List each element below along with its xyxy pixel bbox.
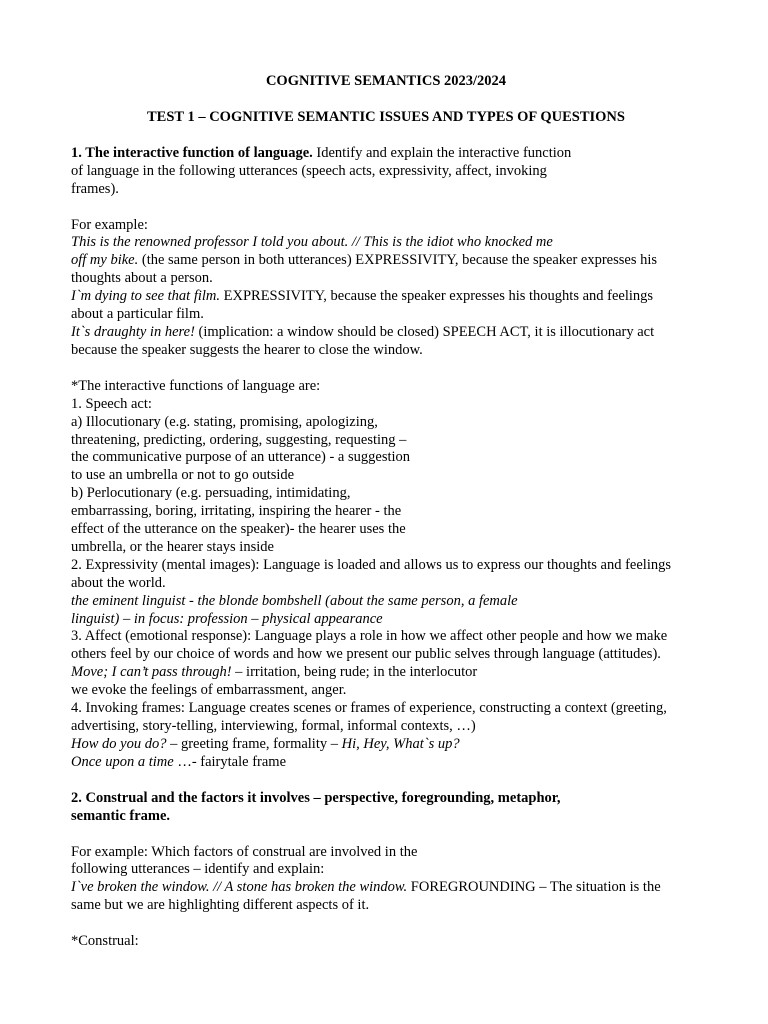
illocutionary-line3: the communicative purpose of an utterance) - a suggestion	[71, 449, 411, 466]
expressivity-example2	[71, 611, 701, 629]
document-page	[71, 73, 701, 951]
test-subtitle: TEST 1 – COGNITIVE SEMANTIC ISSUES AND TYPES OF QUESTIONS	[147, 108, 625, 125]
expressivity-example1	[71, 593, 701, 611]
affect-line4: we evoke the feelings of embarrassment, anger.	[71, 682, 347, 699]
example2-line2: about a particular film.	[71, 306, 204, 323]
section1-intro-line-2: of language in the following utterances (speech acts, expressivity, affect, invoking	[71, 162, 547, 179]
section2-heading-1: 2. Construal and the factors it involves – perspective, foregrounding, metaphor,	[71, 789, 561, 806]
affect-italic: Move; I can’t pass through!	[71, 664, 232, 681]
section2-example-explanation: FOREGROUNDING – The situation is the	[407, 879, 661, 896]
perlocutionary-line4: umbrella, or the hearer stays inside	[71, 538, 274, 555]
fairytale-explanation: …- fairytale frame	[173, 753, 286, 770]
document-title: COGNITIVE SEMANTICS 2023/2024	[265, 73, 507, 89]
affect-explanation: – irritation, being rude; in the interlocutor	[231, 664, 478, 681]
section1-intro-line	[71, 145, 701, 163]
greeting-italic-1: How do you do?	[71, 735, 167, 752]
section2-heading-2: semantic frame.	[71, 807, 171, 824]
illocutionary-line2: threatening, predicting, ordering, suggesting, requesting –	[71, 431, 407, 448]
affect-line2: others feel by our choice of words and how we present our public selves through language (attitudes).	[71, 646, 661, 663]
example3-explanation: (implication: a window should be closed) SPEECH ACT, it is illocutionary act	[194, 323, 655, 340]
expressivity-line2: about the world.	[71, 574, 166, 591]
section2-example-line2: same but we are highlighting different aspects of it.	[71, 897, 370, 914]
perlocutionary-line2: embarrassing, boring, irritating, inspiring the hearer - the	[71, 503, 402, 520]
greeting-explanation: – greeting frame, formality –	[166, 735, 342, 752]
perlocutionary-line1: b) Perlocutionary (e.g. persuading, intimidating,	[71, 485, 351, 502]
greeting-italic-2: Hi, Hey, What`s up?	[341, 735, 460, 752]
section2-intro-line1: For example: Which factors of construal are involved in the	[71, 843, 418, 860]
for-example-label: For example:	[71, 216, 148, 233]
example1-italic-2: off my bike.	[71, 252, 139, 269]
expressivity-italic-1: the eminent linguist - the blonde bombshell (about the same person, a female	[71, 592, 518, 609]
example1-explanation: (the same person in both utterances) EXPRESSIVITY, because the speaker expresses his	[138, 252, 658, 269]
example1-italic-1: This is the renowned professor I told you about. // This is the idiot who knocked me	[71, 234, 553, 251]
example2-explanation: EXPRESSIVITY, because the speaker expresses his thoughts and feelings	[220, 288, 654, 305]
perlocutionary-line3: effect of the utterance on the speaker)- the hearer uses the	[71, 521, 406, 538]
section2-heading-line1	[71, 790, 701, 808]
expressivity-line1: 2. Expressivity (mental images): Language is loaded and allows us to express our thoughts and feelings	[71, 556, 672, 573]
example3-line2: because the speaker suggests the hearer to close the window.	[71, 341, 423, 358]
section1-intro-line-3: frames).	[71, 180, 119, 197]
functions-intro: *The interactive functions of language are:	[71, 377, 321, 394]
example2-line1	[71, 288, 701, 306]
invoking-frames-line2: advertising, story-telling, interviewing, formal, informal contexts, …)	[71, 718, 476, 734]
section1-intro-text: Identify and explain the interactive function	[312, 144, 572, 161]
construal-label: *Construal:	[71, 933, 139, 950]
example3-italic: It`s draughty in here!	[71, 323, 195, 340]
expressivity-italic-2: linguist) – in focus: profession – physical appearance	[71, 610, 383, 627]
example1-line2	[71, 252, 701, 270]
affect-line1: 3. Affect (emotional response): Language plays a role in how we affect other people and how we make	[71, 628, 668, 645]
fairytale-italic: Once upon a time	[71, 753, 174, 770]
example2-italic: I`m dying to see that film.	[71, 288, 221, 305]
section2-example-line1	[71, 879, 701, 897]
example3-line1	[71, 324, 701, 342]
illocutionary-line1: a) Illocutionary (e.g. stating, promising, apologizing,	[71, 413, 378, 430]
section1-heading: 1. The interactive function of language.	[71, 144, 313, 161]
affect-example	[71, 664, 701, 682]
invoking-frames-example1	[71, 736, 701, 754]
section2-heading-line2	[71, 808, 701, 826]
example1-line1	[71, 234, 701, 252]
invoking-frames-line1: 4. Invoking frames: Language creates scenes or frames of experience, constructing a context (greeting,	[71, 700, 667, 717]
invoking-frames-example2	[71, 754, 701, 772]
section2-intro-line2: following utterances – identify and explain:	[71, 861, 325, 878]
example1-line3: thoughts about a person.	[71, 270, 213, 287]
speech-act-title: 1. Speech act:	[71, 395, 152, 412]
illocutionary-line4: to use an umbrella or not to go outside	[71, 467, 295, 484]
section2-example-italic: I`ve broken the window. // A stone has broken the window.	[71, 879, 408, 896]
